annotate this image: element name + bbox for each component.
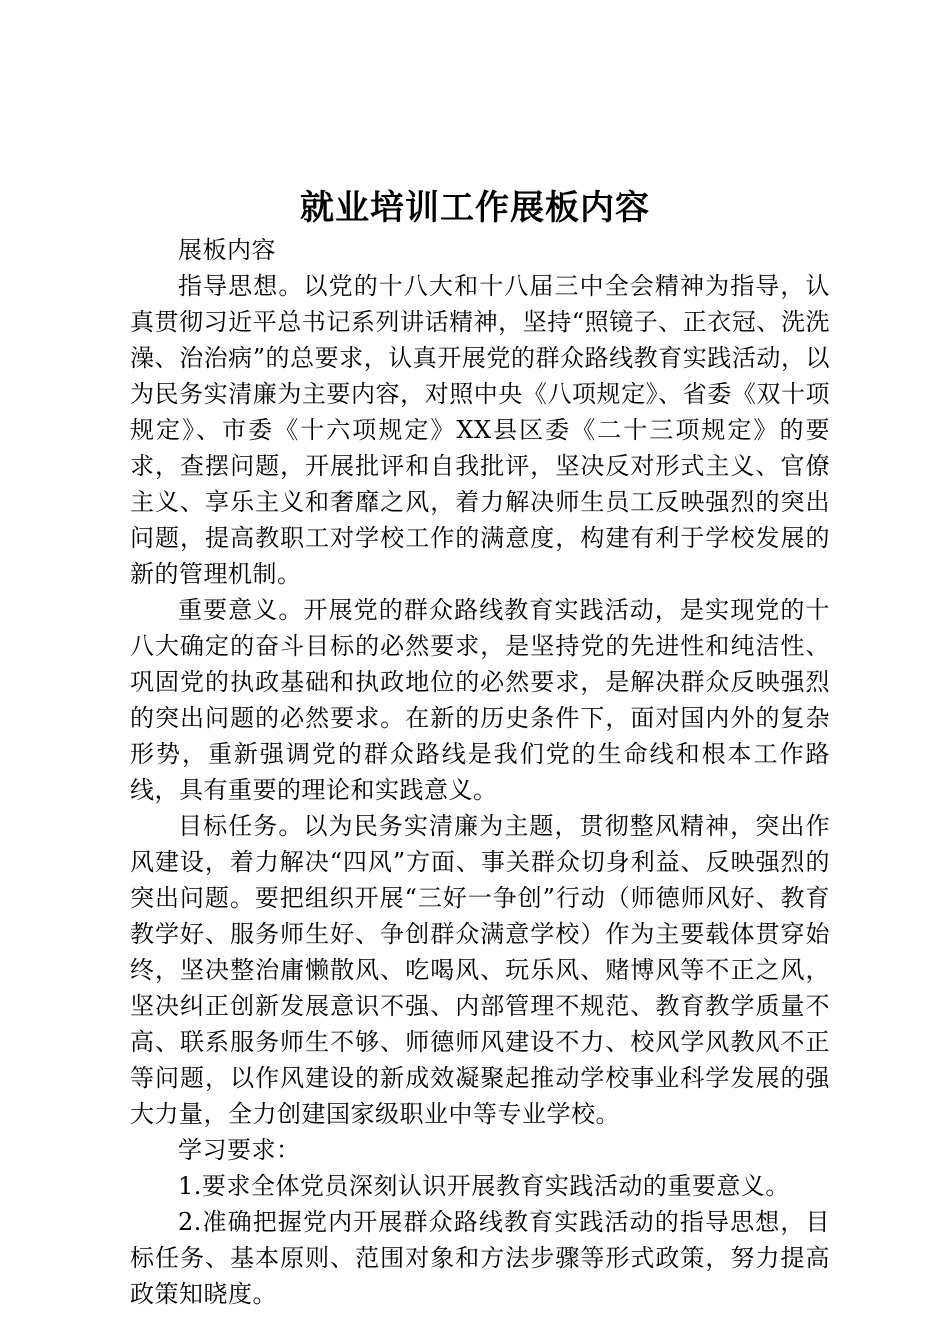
document-body (130, 232, 830, 1312)
paragraph-heading: 展板内容 (178, 236, 276, 264)
paragraph-goals: 目标任务。以为民务实清廉为主题，贯彻整风精神，突出作风建设，着力解决“四风”方面、事关群众切身利益、反映强烈的突出问题。要把组织开展“三好一争创”行动（师德师风好、教育教学好、服务师生好、争创群众满意学校）作为主要载体贯穿始终，坚决整治庸懒散风、吃喝风、玩乐风、赌博风等不正之风，坚决纠正创新发展意识不强、内部管理不规范、教育教学质量不高、联系服务师生不够、师德师风建设不力、校风学风教风不正等问题，以作风建设的新成效凝聚起推动学校事业科学发展的强大力量，全力创建国家级职业中等专业学校。 (130, 812, 830, 1128)
paragraph-requirement-1: 1.要求全体党员深刻认识开展教育实践活动的重要意义。 (178, 1172, 790, 1200)
paragraph-guiding-thought: 指导思想。以党的十八大和十八届三中全会精神为指导，认真贯彻习近平总书记系列讲话精神，坚持“照镜子、正衣冠、洗洗澡、治治病”的总要求，认真开展党的群众路线教育实践活动，以为民务实清廉为主要内容，对照中央《八项规定》、省委《双十项规定》、市委《十六项规定》XX县区委《二十三项规定》的要求，查摆问题，开展批评和自我批评，坚决反对形式主义、官僚主义、享乐主义和奢靡之风，着力解决师生员工反映强烈的突出问题，提高教职工对学校工作的满意度，构建有利于学校发展的新的管理机制。 (130, 272, 830, 588)
paragraph-study-requirements: 学习要求： (178, 1136, 301, 1164)
paragraph-requirement-2: 2.准确把握党内开展群众路线教育实践活动的指导思想，目标任务、基本原则、范围对象和方法步骤等形式政策，努力提高政策知晓度。 (130, 1208, 830, 1308)
document-title: 就业培训工作展板内容 (300, 188, 650, 228)
paragraph-significance: 重要意义。开展党的群众路线教育实践活动，是实现党的十八大确定的奋斗目标的必然要求，是坚持党的先进性和纯洁性、巩固党的执政基础和执政地位的必然要求，是解决群众反映强烈的突出问题的必然要求。在新的历史条件下，面对国内外的复杂形势，重新强调党的群众路线是我们党的生命线和根本工作路线，具有重要的理论和实践意义。 (130, 596, 830, 804)
